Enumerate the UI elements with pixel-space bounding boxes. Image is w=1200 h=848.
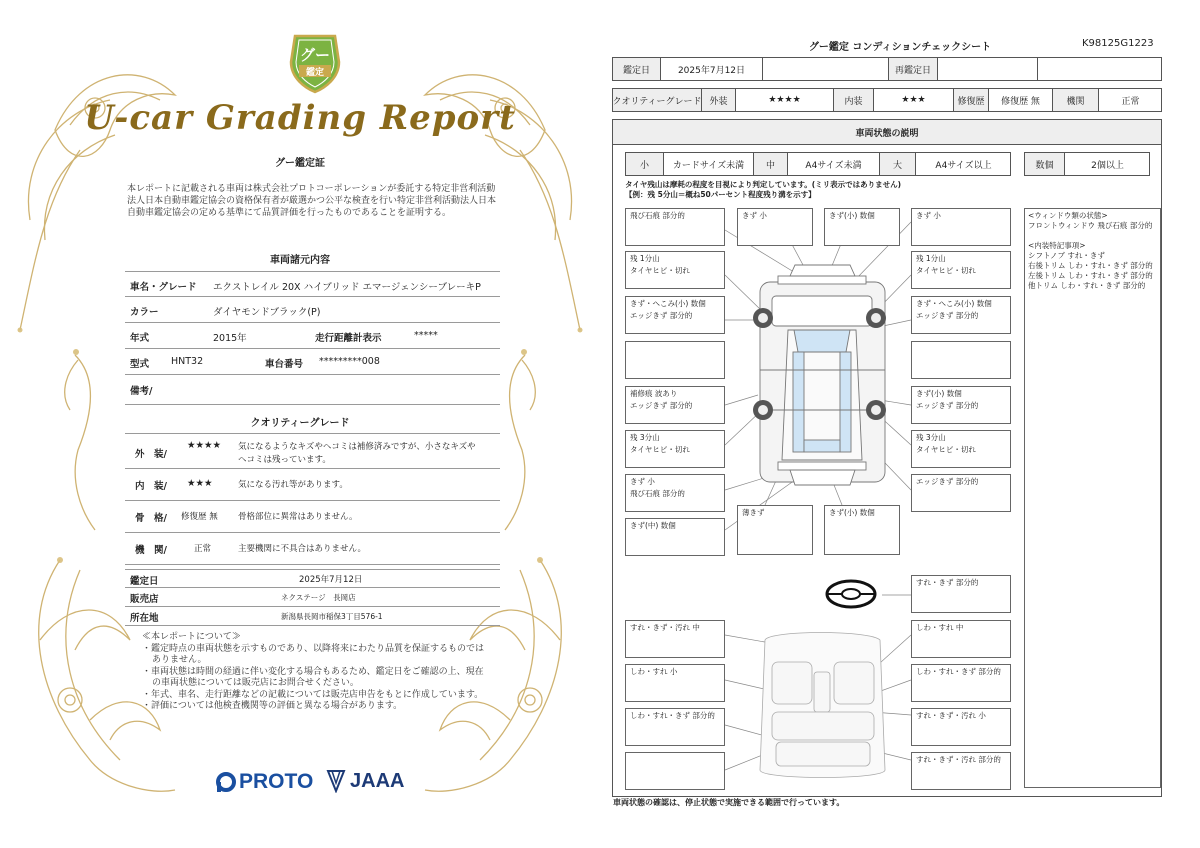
interior-stars: ★★★ — [187, 478, 213, 489]
note-hood-left: きず 小 — [737, 208, 813, 246]
remarks-label: 備考/ — [130, 386, 153, 397]
tire-note-line: タイヤ残山は摩耗の程度を目視により判定しています。(ミリ表示ではありません) — [625, 180, 902, 189]
jaaa-text: JAAA — [350, 769, 405, 792]
interior-note-item: 右後トリム しわ・すれ・きず 部分的 — [1028, 261, 1153, 270]
date-row — [612, 57, 1162, 81]
year-value: 2015年 — [213, 333, 247, 344]
shop-label: 販売店 — [130, 594, 159, 605]
note-tire-front-left: 残 1分山 タイヤヒビ・切れ — [625, 251, 725, 289]
frame-text: 骨格部位に異常はありません。 — [238, 512, 358, 522]
sheet-id: K98125G1223 — [1082, 38, 1154, 49]
repair-label: 修復歴 — [954, 89, 989, 111]
notes-title: ≪本レポートについて≫ — [142, 632, 241, 642]
report-title: U-car Grading Report — [84, 98, 516, 138]
quality-row — [612, 88, 1162, 112]
note-rear-door-left: 補修痕 波あり エッジきず 部分的 — [625, 386, 725, 424]
proto-text: PROTO — [239, 770, 314, 793]
note-steering: すれ・きず 部分的 — [911, 575, 1011, 613]
info-row-address — [125, 607, 500, 626]
note-right-trim: しわ・すれ・きず 部分的 — [911, 664, 1011, 702]
note-rear-right: エッジきず 部分的 — [911, 474, 1011, 512]
legend-small-desc: カードサイズ未満 — [664, 153, 754, 175]
window-notes-title: <ウィンドウ類の状態> — [1028, 211, 1108, 220]
color-value: ダイヤモンドブラック(P) — [213, 307, 321, 318]
mileage-value: ***** — [414, 330, 438, 341]
grade-row-exterior — [125, 433, 500, 469]
size-legend — [625, 152, 1011, 176]
info-row-shop — [125, 588, 500, 607]
legend-count-label: 数個 — [1025, 153, 1065, 175]
model-label: 型式 — [130, 359, 150, 370]
legend-large: 大 — [880, 153, 916, 175]
redate-blank — [1038, 58, 1162, 80]
repair-value: 修復歴 無 — [989, 89, 1053, 111]
spec-heading: 車両諸元内容 — [270, 255, 330, 266]
spec-row-remarks — [125, 375, 500, 405]
redate-value — [938, 58, 1038, 80]
jaaa-mark-icon — [326, 769, 346, 793]
legend-count-desc: 2個以上 — [1091, 160, 1124, 171]
legend-mid: 中 — [754, 153, 788, 175]
spec-row-year — [125, 323, 500, 349]
address-label: 所在地 — [130, 613, 159, 624]
model-value: HNT32 — [171, 356, 204, 367]
date-blank — [763, 58, 889, 80]
note-front-right: きず 小 — [911, 208, 1011, 246]
note-dashboard: すれ・きず・汚れ 中 — [625, 620, 725, 658]
note-tire-rear-left: 残 3分山 タイヤヒビ・切れ — [625, 430, 725, 468]
note-console: すれ・きず・汚れ 小 — [911, 708, 1011, 746]
name-label: 車名・グレード — [130, 282, 197, 293]
cert-date-label: 鑑定日 — [130, 576, 159, 587]
sheet-interior-label: 内装 — [834, 89, 874, 111]
note-front-fender-right: きず・へこみ(小) 数個 エッジきず 部分的 — [911, 296, 1011, 334]
chassis-value: *********008 — [319, 356, 380, 367]
exterior-stars: ★★★★ — [187, 440, 222, 451]
note-left-trim: しわ・すれ・きず 部分的 — [625, 708, 725, 746]
note-rear-bumper: きず(中) 数個 — [625, 518, 725, 556]
interior-label: 内 装/ — [135, 481, 167, 492]
note-right-blank — [911, 341, 1011, 379]
sheet-exterior-stars: ★★★★ — [736, 89, 834, 111]
count-legend — [1024, 152, 1150, 176]
note-hood-right: きず(小) 数個 — [824, 208, 900, 246]
spec-row-color — [125, 297, 500, 323]
color-label: カラー — [130, 307, 159, 318]
engine-label: 機 関/ — [135, 545, 167, 556]
frame-value: 修復歴 無 — [181, 512, 218, 522]
sheet-interior-stars: ★★★ — [874, 89, 954, 111]
note-tire-front-right: 残 1分山 タイヤヒビ・切れ — [911, 251, 1011, 289]
explain-heading: 車両状態の説明 — [612, 119, 1162, 145]
info-row-date — [125, 569, 500, 588]
engine-value: 正常 — [194, 544, 212, 554]
interior-note-item: 他トリム しわ・すれ・きず 部分的 — [1028, 281, 1146, 290]
svg-text:鑑定: 鑑定 — [305, 68, 325, 78]
cert-date-value: 2025年7月12日 — [299, 575, 363, 585]
sheet-exterior-label: 外装 — [702, 89, 736, 111]
note-rear-seat-blank — [625, 752, 725, 790]
svg-text:グー: グー — [299, 46, 331, 64]
spec-row-model — [125, 349, 500, 375]
spec-row-name — [125, 271, 500, 297]
interior-note-item: シフトノブ すれ・きず — [1028, 251, 1105, 260]
year-label: 年式 — [130, 333, 150, 344]
proto-logo — [215, 770, 313, 794]
report-notes — [142, 632, 492, 713]
certificate-title: グー鑑定証 — [275, 158, 325, 169]
exterior-text-1: 気になるようなキズやヘコミは補修済みですが、小さなキズや — [238, 442, 476, 452]
sheet-engine-value: 正常 — [1121, 96, 1140, 107]
proto-mark-icon — [215, 771, 237, 793]
window-interior-notes — [1024, 208, 1161, 788]
sheet-date-value: 2025年7月12日 — [661, 58, 763, 80]
legend-mid-desc: A4サイズ未満 — [788, 153, 880, 175]
sheet-date-label: 鑑定日 — [613, 58, 661, 80]
note-tire-rear-right: 残 3分山 タイヤヒビ・切れ — [911, 430, 1011, 468]
interior-notes-title: <内装特記事項> — [1028, 241, 1086, 250]
note-left-blank — [625, 341, 725, 379]
jaaa-logo — [326, 769, 404, 793]
grade-row-interior — [125, 469, 500, 501]
frame-label: 骨 格/ — [135, 513, 167, 524]
tire-note-line: 【例：残 5分山＝概ね50パーセント程度残り溝を示す】 — [625, 190, 816, 199]
sheet-title: グー鑑定 コンディションチェックシート — [808, 42, 992, 53]
legend-small: 小 — [626, 153, 664, 175]
exterior-label: 外 装/ — [135, 449, 167, 460]
note-item: ・鑑定時点の車両状態を示すものであり、以降将来にわたり品質を保証するものではありません。 — [142, 643, 485, 665]
note-item: ・車両状態は時間の経過に伴い変化する場合もあるため、鑑定日をご確認の上、現在の車両状態については販売店にお問合せください。 — [142, 666, 484, 688]
sheet-engine-label: 機関 — [1053, 89, 1099, 111]
redate-label: 再鑑定日 — [889, 58, 938, 80]
tire-note — [625, 180, 901, 200]
sheet-footer: 車両状態の確認は、停止状態で実施できる範囲で行っています。 — [613, 798, 845, 807]
interior-note-item: 左後トリム しわ・すれ・きず 部分的 — [1028, 271, 1153, 280]
condition-check-sheet — [600, 0, 1200, 848]
note-passenger-seat: しわ・すれ 小 — [625, 664, 725, 702]
note-item: ・年式、車名、走行距離などの記載については販売店申告をもとに作成しています。 — [142, 689, 484, 700]
note-back-door-right: きず(小) 数個 — [824, 505, 900, 555]
note-rear-door-right: きず(小) 数個 エッジきず 部分的 — [911, 386, 1011, 424]
quality-label: クオリティーグレード — [613, 89, 702, 111]
window-note-item: フロントウィンドウ 飛び石痕 部分的 — [1028, 221, 1153, 230]
grade-row-engine — [125, 533, 500, 565]
exterior-text-2: ヘコミは残っています。 — [238, 455, 331, 465]
grade-row-frame — [125, 501, 500, 533]
note-front-fender-left: きず・へこみ(小) 数個 エッジきず 部分的 — [625, 296, 725, 334]
goo-grading-logo — [287, 32, 343, 94]
note-back-door-left: 薄きず — [737, 505, 813, 555]
mileage-label: 走行距離計表示 — [315, 333, 382, 344]
certificate-description: 本レポートに記載される車両は株式会社プロトコーポレーションが委託する特定非営利活動法人日本自動車鑑定協会の資格保有者が厳選かつ公平な検査を行い特定非営利活動法人日本自動車鑑定協会の定める基準にて品質評価を行ったものであることを証明する。 — [127, 184, 497, 218]
note-driver-seat: しわ・すれ 中 — [911, 620, 1011, 658]
note-front-bumper: 飛び石痕 部分的 — [625, 208, 725, 246]
chassis-label: 車台番号 — [265, 359, 304, 370]
address-value: 新潟県長岡市稲保3丁目576-1 — [281, 612, 383, 621]
note-rear-left: きず 小 飛び石痕 部分的 — [625, 474, 725, 512]
interior-text: 気になる汚れ等があります。 — [238, 480, 348, 490]
legend-large-desc: A4サイズ以上 — [935, 160, 992, 171]
shop-value: ネクステージ 長岡店 — [281, 593, 356, 602]
note-rear-seat: すれ・きず・汚れ 部分的 — [911, 752, 1011, 790]
engine-text: 主要機関に不具合はありません。 — [238, 544, 367, 554]
note-item: ・評価については他検査機関等の評価と異なる場合があります。 — [142, 701, 403, 711]
name-value: エクストレイル 20X ハイブリッド エマージェンシーブレーキP — [213, 282, 481, 293]
grade-heading: クオリティーグレード — [250, 418, 350, 429]
